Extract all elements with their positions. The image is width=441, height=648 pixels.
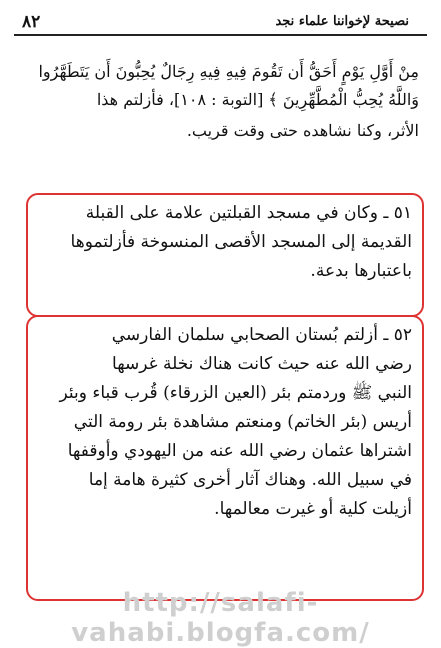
header-rule — [14, 34, 427, 36]
page-header — [14, 10, 427, 36]
page-number: ٨٢ — [22, 12, 41, 32]
note-line: اشتراها عثمان رضي الله عنه من اليهودي وأوقفها — [67, 441, 412, 461]
note-52-box — [26, 315, 424, 601]
note-line: ٥١ ـ وكان في مسجد القبلتين علامة على القبلة — [85, 203, 412, 223]
running-title: نصيحة لإخواننا علماء نجد — [275, 14, 409, 29]
note-line: أزيلت كلية أو غيرت معالمها. — [214, 499, 412, 519]
quran-line: وَاللَّهُ يُحِبُّ الْمُطَّهِّرِينَ ﴾ [التوبة : ١٠٨]، فأزلتم هذا — [96, 90, 419, 109]
note-line: القديمة إلى المسجد الأقصى المنسوخة فأزلتموها — [70, 232, 412, 252]
intro-line: الأثر، وكنا نشاهده حتى وقت قريب. — [186, 121, 419, 140]
quran-line: مِنْ أَوَّلِ يَوْمٍ أَحَقُّ أَن تَقُومَ فِيهِ فِيهِ رِجَالٌ يُحِبُّونَ أَن يَتَطَهَّرُوا — [38, 62, 419, 81]
note-line: أريس (بئر الخاتم) ومنعتم مشاهدة بئر رومة التي — [73, 412, 412, 432]
note-line: ٥٢ ـ أزلتم بُستان الصحابي سلمان الفارسي — [111, 325, 412, 345]
note-line: رضي الله عنه حيث كانت هناك نخلة غرسها — [112, 354, 412, 374]
watermark-url: http://salafi-vahabi.blogfa.com/ — [71, 588, 370, 648]
note-line: باعتبارها بدعة. — [310, 261, 412, 281]
note-line: النبي ﷺ وردمتم بئر (العين الزرقاء) قُرب قباء وبئر — [59, 383, 412, 403]
note-line: في سبيل الله. وهناك آثار أخرى كثيرة هامة إما — [88, 470, 412, 490]
intro-paragraph — [22, 118, 419, 144]
note-51-box — [26, 193, 424, 317]
quran-verse — [22, 58, 419, 114]
